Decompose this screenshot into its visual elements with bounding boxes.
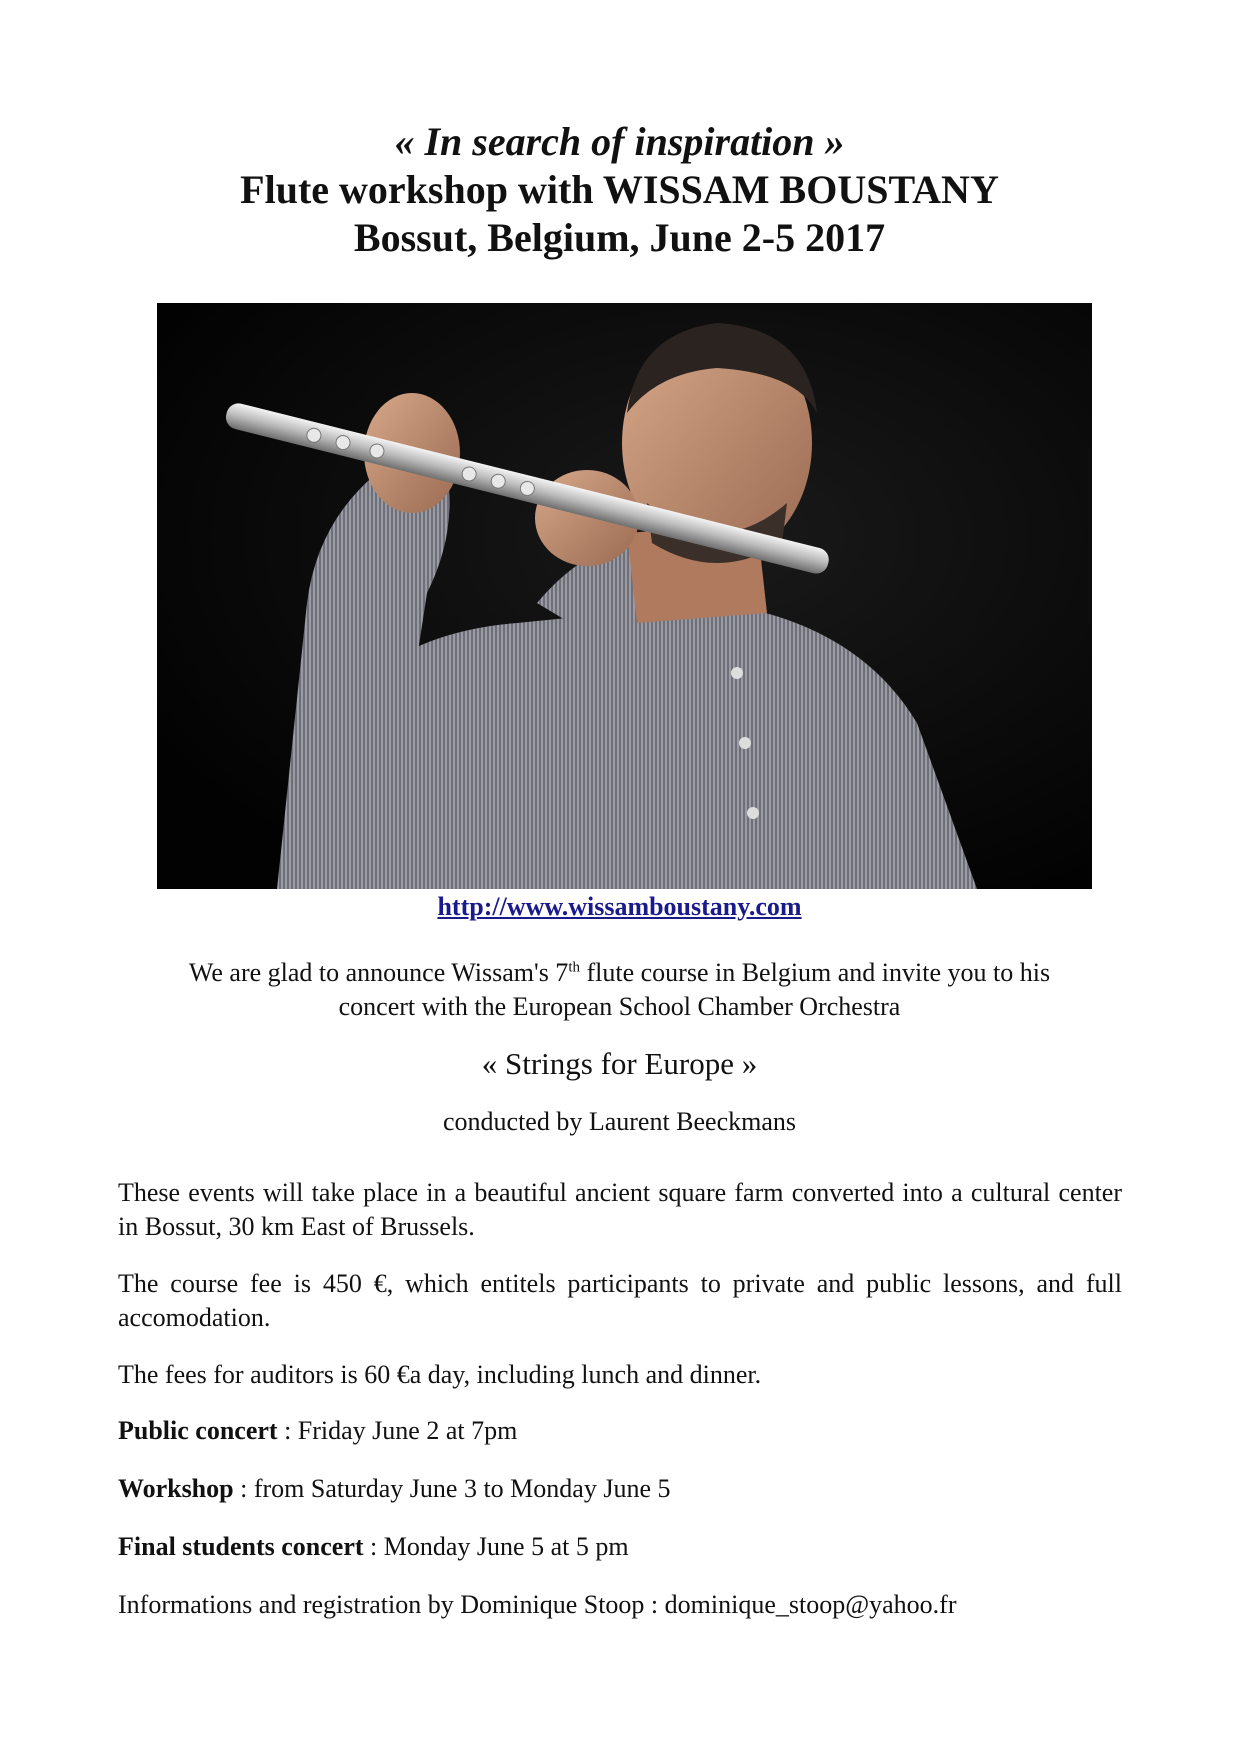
- schedule-label: Final students concert: [118, 1532, 364, 1561]
- conductor-line: conducted by Laurent Beeckmans: [442, 1107, 797, 1136]
- auditors-paragraph: The fees for auditors is 60 €a day, including lunch and dinner.: [118, 1360, 762, 1389]
- website-link[interactable]: http://www.wissamboustany.com: [437, 892, 802, 921]
- schedule-value: : from Saturday June 3 to Monday June 5: [233, 1474, 671, 1503]
- schedule-workshop: [118, 1474, 671, 1504]
- concert-title: « Strings for Europe »: [481, 1046, 758, 1081]
- schedule-public-concert: [118, 1416, 517, 1446]
- intro-line-2: concert with the European School Chamber Orchestra: [338, 992, 901, 1021]
- intro-paragraph: [0, 956, 1239, 1024]
- intro-text-start: We are glad to announce Wissam's 7: [188, 958, 569, 987]
- schedule-final-concert: [118, 1532, 629, 1562]
- fee-paragraph: The course fee is 450 €, which entitels participants to private and public lessons, and full accomodation.: [118, 1269, 1122, 1332]
- title-location-date: Bossut, Belgium, June 2-5 2017: [353, 215, 886, 260]
- flutist-photo: [157, 303, 1092, 889]
- schedule-value: : Monday June 5 at 5 pm: [363, 1532, 629, 1561]
- schedule-value: : Friday June 2 at 7pm: [277, 1416, 518, 1445]
- venue-paragraph: These events will take place in a beautiful ancient square farm converted into a cultural center in Bossut, 30 km East of Brussels.: [118, 1178, 1122, 1241]
- page-title: [0, 118, 1239, 262]
- title-tagline: « In search of inspiration »: [394, 119, 845, 164]
- intro-text-end: flute course in Belgium and invite you to his: [579, 958, 1051, 987]
- contact-line: Informations and registration by Dominique Stoop : dominique_stoop@yahoo.fr: [118, 1590, 957, 1619]
- schedule-label: Workshop: [118, 1474, 234, 1503]
- intro-ordinal-suffix: th: [568, 959, 580, 976]
- schedule-label: Public concert: [118, 1416, 278, 1445]
- title-workshop: Flute workshop with WISSAM BOUSTANY: [240, 167, 999, 212]
